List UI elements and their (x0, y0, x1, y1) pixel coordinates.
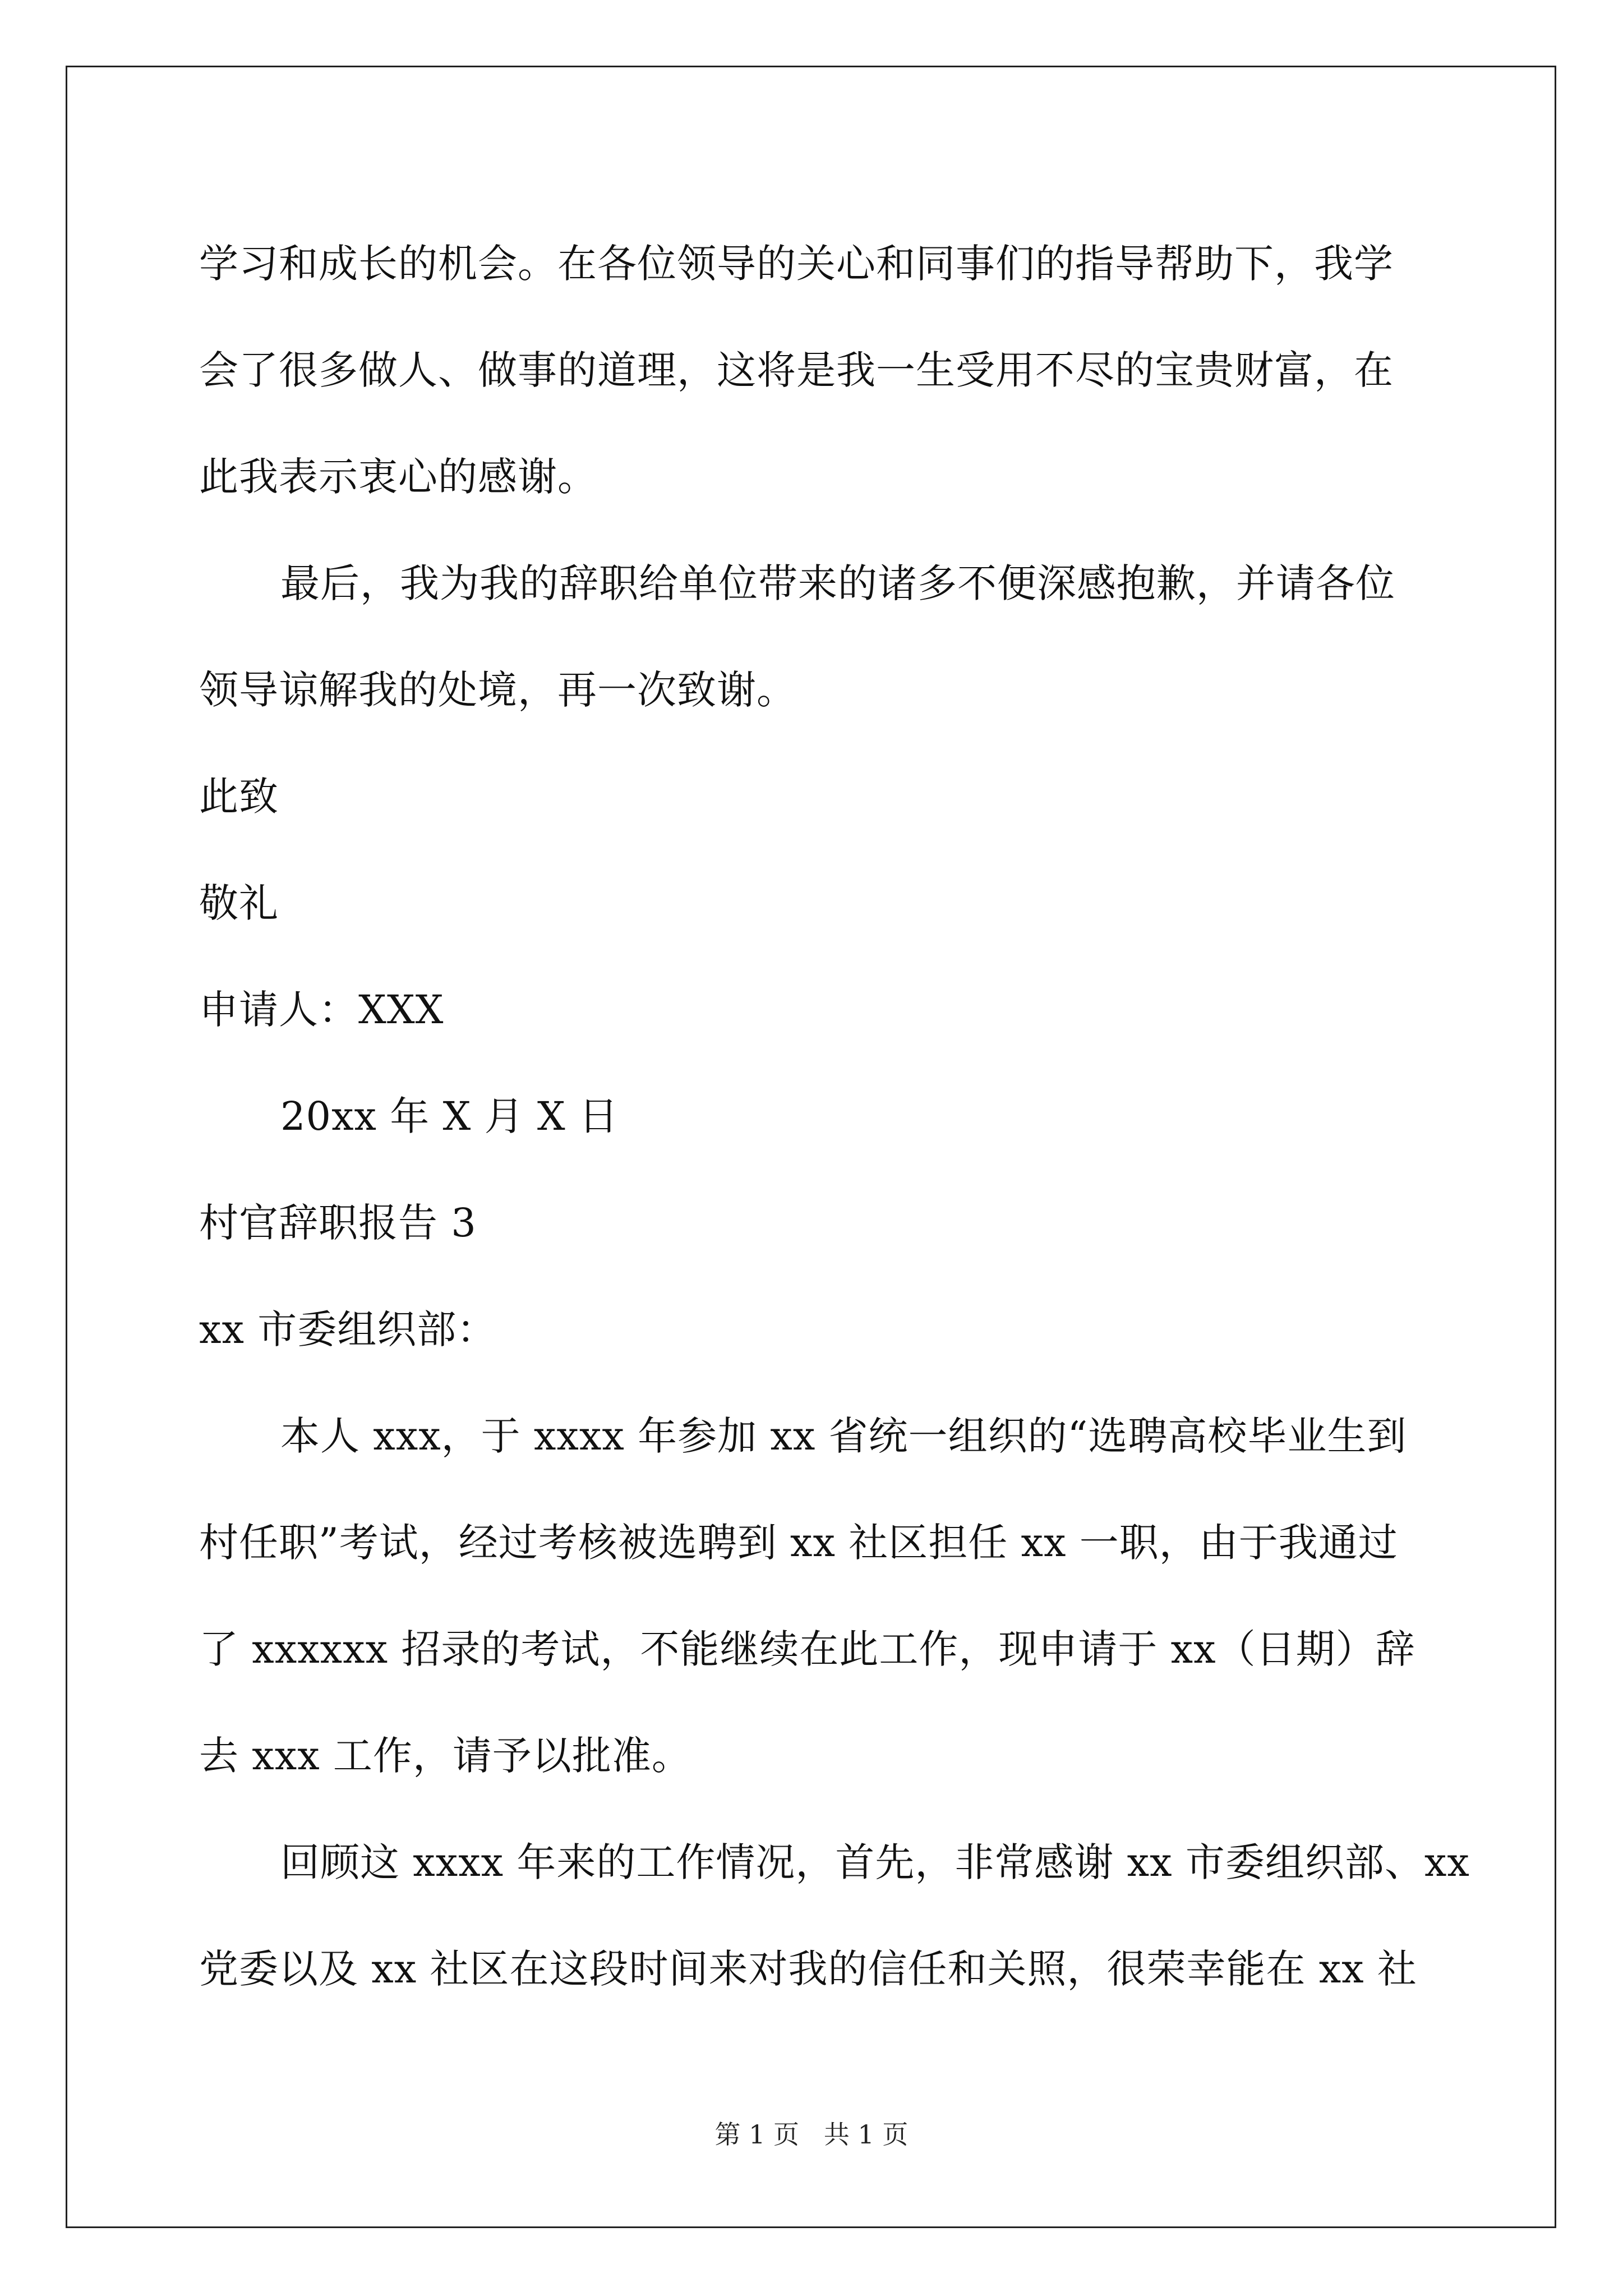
date-line: 20xx 年 X 月 X 日 (280, 1093, 619, 1139)
paragraph-line: 村任职”考试，经过考核被选聘到 xx 社区担任 xx 一职，由于我通过 (199, 1520, 1398, 1566)
paragraph-line: 回顾这 xxxx 年来的工作情况，首先，非常感谢 xx 市委组织部、xx (280, 1839, 1470, 1885)
recipient-line: xx 市委组织部： (199, 1306, 497, 1352)
closing-regards: 敬礼 (199, 880, 279, 926)
document-body (199, 210, 1470, 2022)
section-title: 村官辞职报告 3 (199, 1200, 477, 1246)
page-number-footer: 第 1 页 共 1 页 (714, 2119, 909, 2150)
paragraph-line: 会了很多做人、做事的道理，这将是我一生受用不尽的宝贵财富，在 (199, 347, 1394, 393)
paragraph-line: 此我表示衷心的感谢。 (199, 454, 597, 500)
applicant-line: 申请人：XXX (199, 987, 444, 1033)
paragraph-line: 了 xxxxxx 招录的考试，不能继续在此工作，现申请于 xx（日期）辞 (199, 1626, 1415, 1672)
paragraph-line: 党委以及 xx 社区在这段时间来对我的信任和关照，很荣幸能在 xx 社 (199, 1946, 1417, 1992)
paragraph-line: 领导谅解我的处境，再一次致谢。 (199, 667, 796, 713)
paragraph-line: 最后，我为我的辞职给单位带来的诸多不便深感抱歉，并请各位 (280, 560, 1395, 606)
closing-salutation: 此致 (199, 774, 279, 820)
paragraph-line: 本人 xxx，于 xxxx 年参加 xx 省统一组织的“选聘高校毕业生到 (280, 1413, 1407, 1459)
paragraph-line: 去 xxx 工作，请予以批准。 (199, 1733, 691, 1779)
paragraph-line: 学习和成长的机会。在各位领导的关心和同事们的指导帮助下，我学 (199, 241, 1394, 287)
